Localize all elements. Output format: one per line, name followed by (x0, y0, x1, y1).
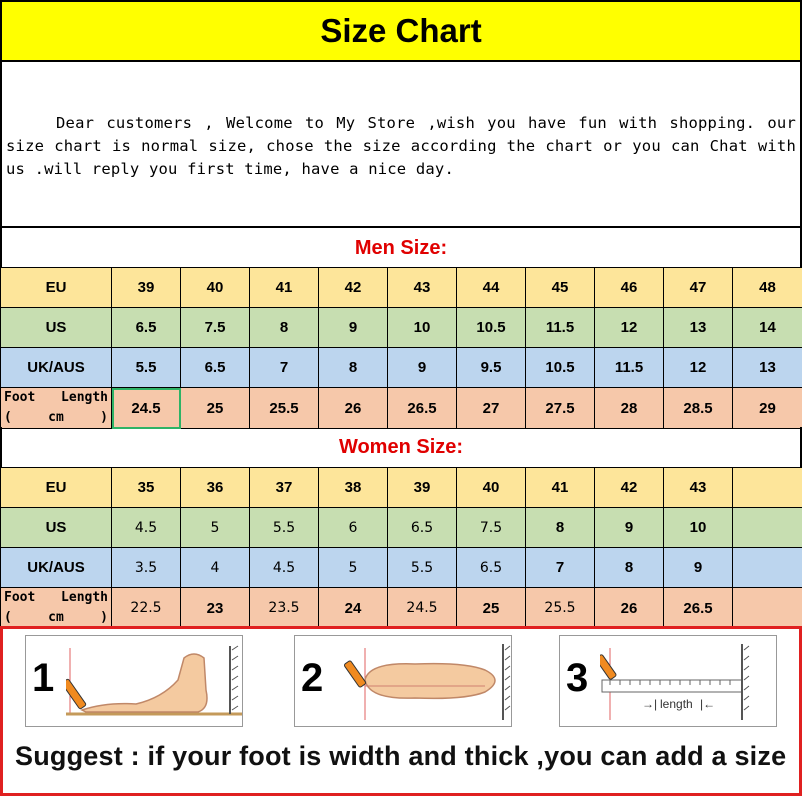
women-eu-cell[interactable]: 39 (388, 468, 457, 508)
women-foot-cell[interactable]: 26.5 (664, 588, 733, 629)
welcome-message: Dear customers , Welcome to My Store ,wish you have fun with shopping. our size chart is normal size, chose the size according the chart or you can Chat with us .will reply you first time, have a nice day. (0, 62, 802, 228)
men-us-cell[interactable]: 12 (595, 308, 664, 348)
men-size-title: Men Size: (0, 228, 802, 268)
women-eu-row (1, 468, 802, 508)
foot-side-icon (66, 640, 242, 724)
men-foot-cell[interactable]: 27 (457, 388, 526, 429)
women-uk-cell[interactable]: 4.5 (250, 548, 319, 588)
women-foot-cell[interactable]: 25.5 (526, 588, 595, 629)
men-uk-cell[interactable]: 5.5 (112, 348, 181, 388)
women-eu-cell[interactable]: 36 (181, 468, 250, 508)
men-uk-row (1, 348, 802, 388)
men-foot-length-row (1, 388, 802, 429)
women-uk-cell[interactable]: 8 (595, 548, 664, 588)
men-foot-cell[interactable]: 26 (319, 388, 388, 429)
svg-text:→|: →| (642, 697, 658, 711)
men-eu-cell[interactable]: 48 (733, 268, 802, 308)
row-label-us: US (1, 308, 112, 348)
women-us-cell[interactable]: 7.5 (457, 508, 526, 548)
women-us-cell-empty (733, 508, 802, 548)
women-us-cell[interactable]: 6 (319, 508, 388, 548)
row-label-us: US (1, 508, 112, 548)
men-uk-cell[interactable]: 8 (319, 348, 388, 388)
foot-top-icon (335, 640, 511, 724)
men-eu-row (1, 268, 802, 308)
women-uk-cell[interactable]: 4 (181, 548, 250, 588)
step-number: 1 (32, 656, 55, 700)
suggestion-text: Suggest : if your foot is width and thick ,you can add a size (15, 741, 787, 771)
men-us-cell[interactable]: 11.5 (526, 308, 595, 348)
women-us-cell[interactable]: 9 (595, 508, 664, 548)
row-label-uk-aus: UK/AUS (1, 548, 112, 588)
men-foot-cell[interactable]: 26.5 (388, 388, 457, 429)
women-uk-cell[interactable]: 7 (526, 548, 595, 588)
svg-text:|←: |← (700, 697, 716, 711)
women-uk-cell[interactable]: 5.5 (388, 548, 457, 588)
men-foot-cell-selected[interactable]: 24.5 (112, 388, 181, 429)
foot-length-label: Foot Length (4, 590, 108, 605)
men-uk-cell[interactable]: 10.5 (526, 348, 595, 388)
men-us-cell[interactable]: 10.5 (457, 308, 526, 348)
size-chart-header (0, 0, 802, 62)
women-eu-cell[interactable]: 43 (664, 468, 733, 508)
women-us-cell[interactable]: 10 (664, 508, 733, 548)
step-number: 3 (566, 656, 589, 700)
men-eu-cell[interactable]: 43 (388, 268, 457, 308)
men-foot-cell[interactable]: 28.5 (664, 388, 733, 429)
men-uk-cell[interactable]: 6.5 (181, 348, 250, 388)
foot-length-unit: ( cm ) (4, 610, 108, 625)
women-us-cell[interactable]: 8 (526, 508, 595, 548)
foot-length-label: Foot Length (4, 390, 108, 405)
men-foot-cell[interactable]: 27.5 (526, 388, 595, 429)
women-eu-cell[interactable]: 42 (595, 468, 664, 508)
women-foot-cell[interactable]: 23 (181, 588, 250, 629)
row-label-eu: EU (1, 468, 112, 508)
women-foot-length-row (1, 588, 802, 629)
men-eu-cell[interactable]: 45 (526, 268, 595, 308)
men-eu-cell[interactable]: 41 (250, 268, 319, 308)
men-us-cell[interactable]: 7.5 (181, 308, 250, 348)
men-foot-cell[interactable]: 28 (595, 388, 664, 429)
women-eu-cell[interactable]: 37 (250, 468, 319, 508)
women-uk-cell[interactable]: 6.5 (457, 548, 526, 588)
measure-step-1 (25, 635, 243, 727)
women-foot-cell-empty (733, 588, 802, 629)
ruler-icon (600, 640, 776, 724)
women-us-cell[interactable]: 6.5 (388, 508, 457, 548)
men-us-row (1, 308, 802, 348)
men-uk-cell[interactable]: 7 (250, 348, 319, 388)
women-eu-cell[interactable]: 40 (457, 468, 526, 508)
men-us-cell[interactable]: 8 (250, 308, 319, 348)
women-foot-cell[interactable]: 24.5 (388, 588, 457, 629)
men-uk-cell[interactable]: 9 (388, 348, 457, 388)
women-us-cell[interactable]: 5 (181, 508, 250, 548)
men-eu-cell[interactable]: 40 (181, 268, 250, 308)
men-eu-cell[interactable]: 39 (112, 268, 181, 308)
men-eu-cell[interactable]: 44 (457, 268, 526, 308)
men-foot-cell[interactable]: 29 (733, 388, 802, 429)
men-us-cell[interactable]: 13 (664, 308, 733, 348)
women-foot-cell[interactable]: 26 (595, 588, 664, 629)
row-label-foot-length (1, 588, 112, 629)
measure-step-2 (294, 635, 512, 727)
women-uk-cell[interactable]: 5 (319, 548, 388, 588)
women-foot-cell[interactable]: 25 (457, 588, 526, 629)
ruler-length-label: length (660, 697, 693, 711)
women-us-row (1, 508, 802, 548)
women-uk-cell[interactable]: 9 (664, 548, 733, 588)
men-eu-cell[interactable]: 42 (319, 268, 388, 308)
men-size-table (0, 267, 802, 429)
women-uk-row (1, 548, 802, 588)
men-eu-cell[interactable]: 47 (664, 268, 733, 308)
women-size-table (0, 467, 802, 629)
women-eu-cell[interactable]: 35 (112, 468, 181, 508)
step-number: 2 (301, 656, 324, 700)
measure-step-3 (559, 635, 777, 727)
women-eu-cell[interactable]: 38 (319, 468, 388, 508)
men-us-cell[interactable]: 14 (733, 308, 802, 348)
women-us-cell[interactable]: 5.5 (250, 508, 319, 548)
men-us-cell[interactable]: 6.5 (112, 308, 181, 348)
men-foot-cell[interactable]: 25.5 (250, 388, 319, 429)
women-foot-cell[interactable]: 22.5 (112, 588, 181, 629)
measure-instructions-panel (0, 626, 802, 796)
women-uk-cell-empty (733, 548, 802, 588)
women-size-title: Women Size: (0, 427, 802, 467)
women-eu-cell[interactable]: 41 (526, 468, 595, 508)
men-uk-cell[interactable]: 13 (733, 348, 802, 388)
women-foot-cell[interactable]: 23.5 (250, 588, 319, 629)
women-foot-cell[interactable]: 24 (319, 588, 388, 629)
foot-length-unit: ( cm ) (4, 410, 108, 425)
page-title: Size Chart (320, 12, 482, 49)
row-label-foot-length (1, 388, 112, 429)
men-us-cell[interactable]: 9 (319, 308, 388, 348)
row-label-eu: EU (1, 268, 112, 308)
men-us-cell[interactable]: 10 (388, 308, 457, 348)
men-foot-cell[interactable]: 25 (181, 388, 250, 429)
men-uk-cell[interactable]: 12 (664, 348, 733, 388)
women-uk-cell[interactable]: 3.5 (112, 548, 181, 588)
men-uk-cell[interactable]: 9.5 (457, 348, 526, 388)
men-eu-cell[interactable]: 46 (595, 268, 664, 308)
women-us-cell[interactable]: 4.5 (112, 508, 181, 548)
men-uk-cell[interactable]: 11.5 (595, 348, 664, 388)
row-label-uk-aus: UK/AUS (1, 348, 112, 388)
women-eu-cell-empty (733, 468, 802, 508)
